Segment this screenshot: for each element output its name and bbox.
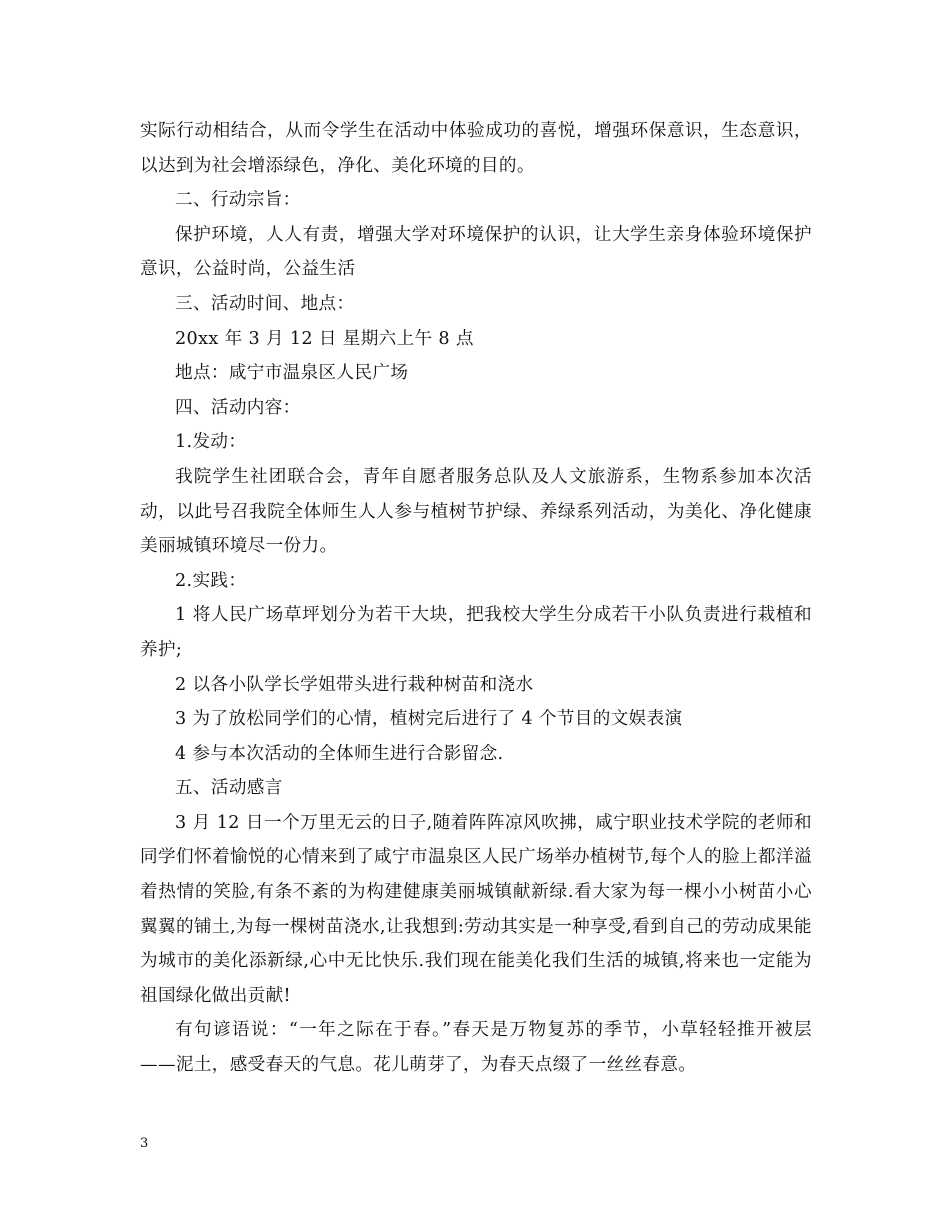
subheading-practice: 2.实践： bbox=[175, 570, 247, 591]
subheading-mobilize: 1.发动： bbox=[175, 432, 247, 453]
list-item-4: 4 参与本次活动的全体师生进行合影留念. bbox=[175, 743, 504, 764]
paragraph-purpose: 保护环境，人人有责，增强大学对环境保护的认识，让大学生亲身体验环境保护意识，公益时尚，公益生活 bbox=[140, 224, 812, 280]
paragraph-location: 地点：咸宁市温泉区人民广场 bbox=[175, 363, 409, 384]
paragraph-continuation: 实际行动相结合，从而令学生在活动中体验成功的喜悦，增强环保意识，生态意识，以达到为社会增添绿色，净化、美化环境的目的。 bbox=[140, 121, 812, 176]
heading-activity-content: 四、活动内容： bbox=[175, 397, 301, 418]
paragraph-proverb: 有句谚语说：“一年之际在于春。”春天是万物复苏的季节，小草轻轻推开被层——泥土，感受春天的气息。花儿萌芽了，为春天点缀了一丝丝春意。 bbox=[140, 1020, 812, 1076]
paragraph-mobilize: 我院学生社团联合会，青年自愿者服务总队及人文旅游系，生物系参加本次活动，以此号召我院全体师生人人参与植树节护绿、养绿系列活动，为美化、净化健康美丽城镇环境尽一份力。 bbox=[140, 466, 812, 557]
paragraph-reflections: 3 月 12 日一个万里无云的日子,随着阵阵凉风吹拂，咸宁职业技术学院的老师和同学们怀着愉悦的心情来到了咸宁市温泉区人民广场举办植树节,每个人的脸上都洋溢着热情的笑脸,有条不紊的为构建健康美丽城镇献新绿.看大家为每一棵小小树苗小心翼翼的铺土,为每一棵树苗浇水,让我想到:劳动其实是一种享受,看到自己的劳动成果能为城市的美化添新绿,心中无比快乐.我们现在能美化我们生活的城镇,将来也一定能为祖国绿化做出贡献! bbox=[140, 812, 812, 1006]
heading-reflections: 五、活动感言 bbox=[175, 778, 283, 799]
list-item-2: 2 以各小队学长学姐带头进行栽种树苗和浇水 bbox=[175, 674, 534, 695]
paragraph-date: 20xx 年 3 月 12 日 星期六上午 8 点 bbox=[175, 328, 474, 349]
page-number: 3 bbox=[140, 1136, 149, 1151]
list-item-3: 3 为了放松同学们的心情，植树完后进行了 4 个节目的文娱表演 bbox=[175, 709, 683, 730]
heading-action-purpose: 二、行动宗旨： bbox=[175, 190, 301, 211]
document-body bbox=[140, 114, 812, 1083]
heading-time-place: 三、活动时间、地点： bbox=[175, 293, 355, 314]
list-item-1: 1 将人民广场草坪划分为若干大块，把我校大学生分成若干小队负责进行栽植和养护; bbox=[140, 605, 812, 660]
